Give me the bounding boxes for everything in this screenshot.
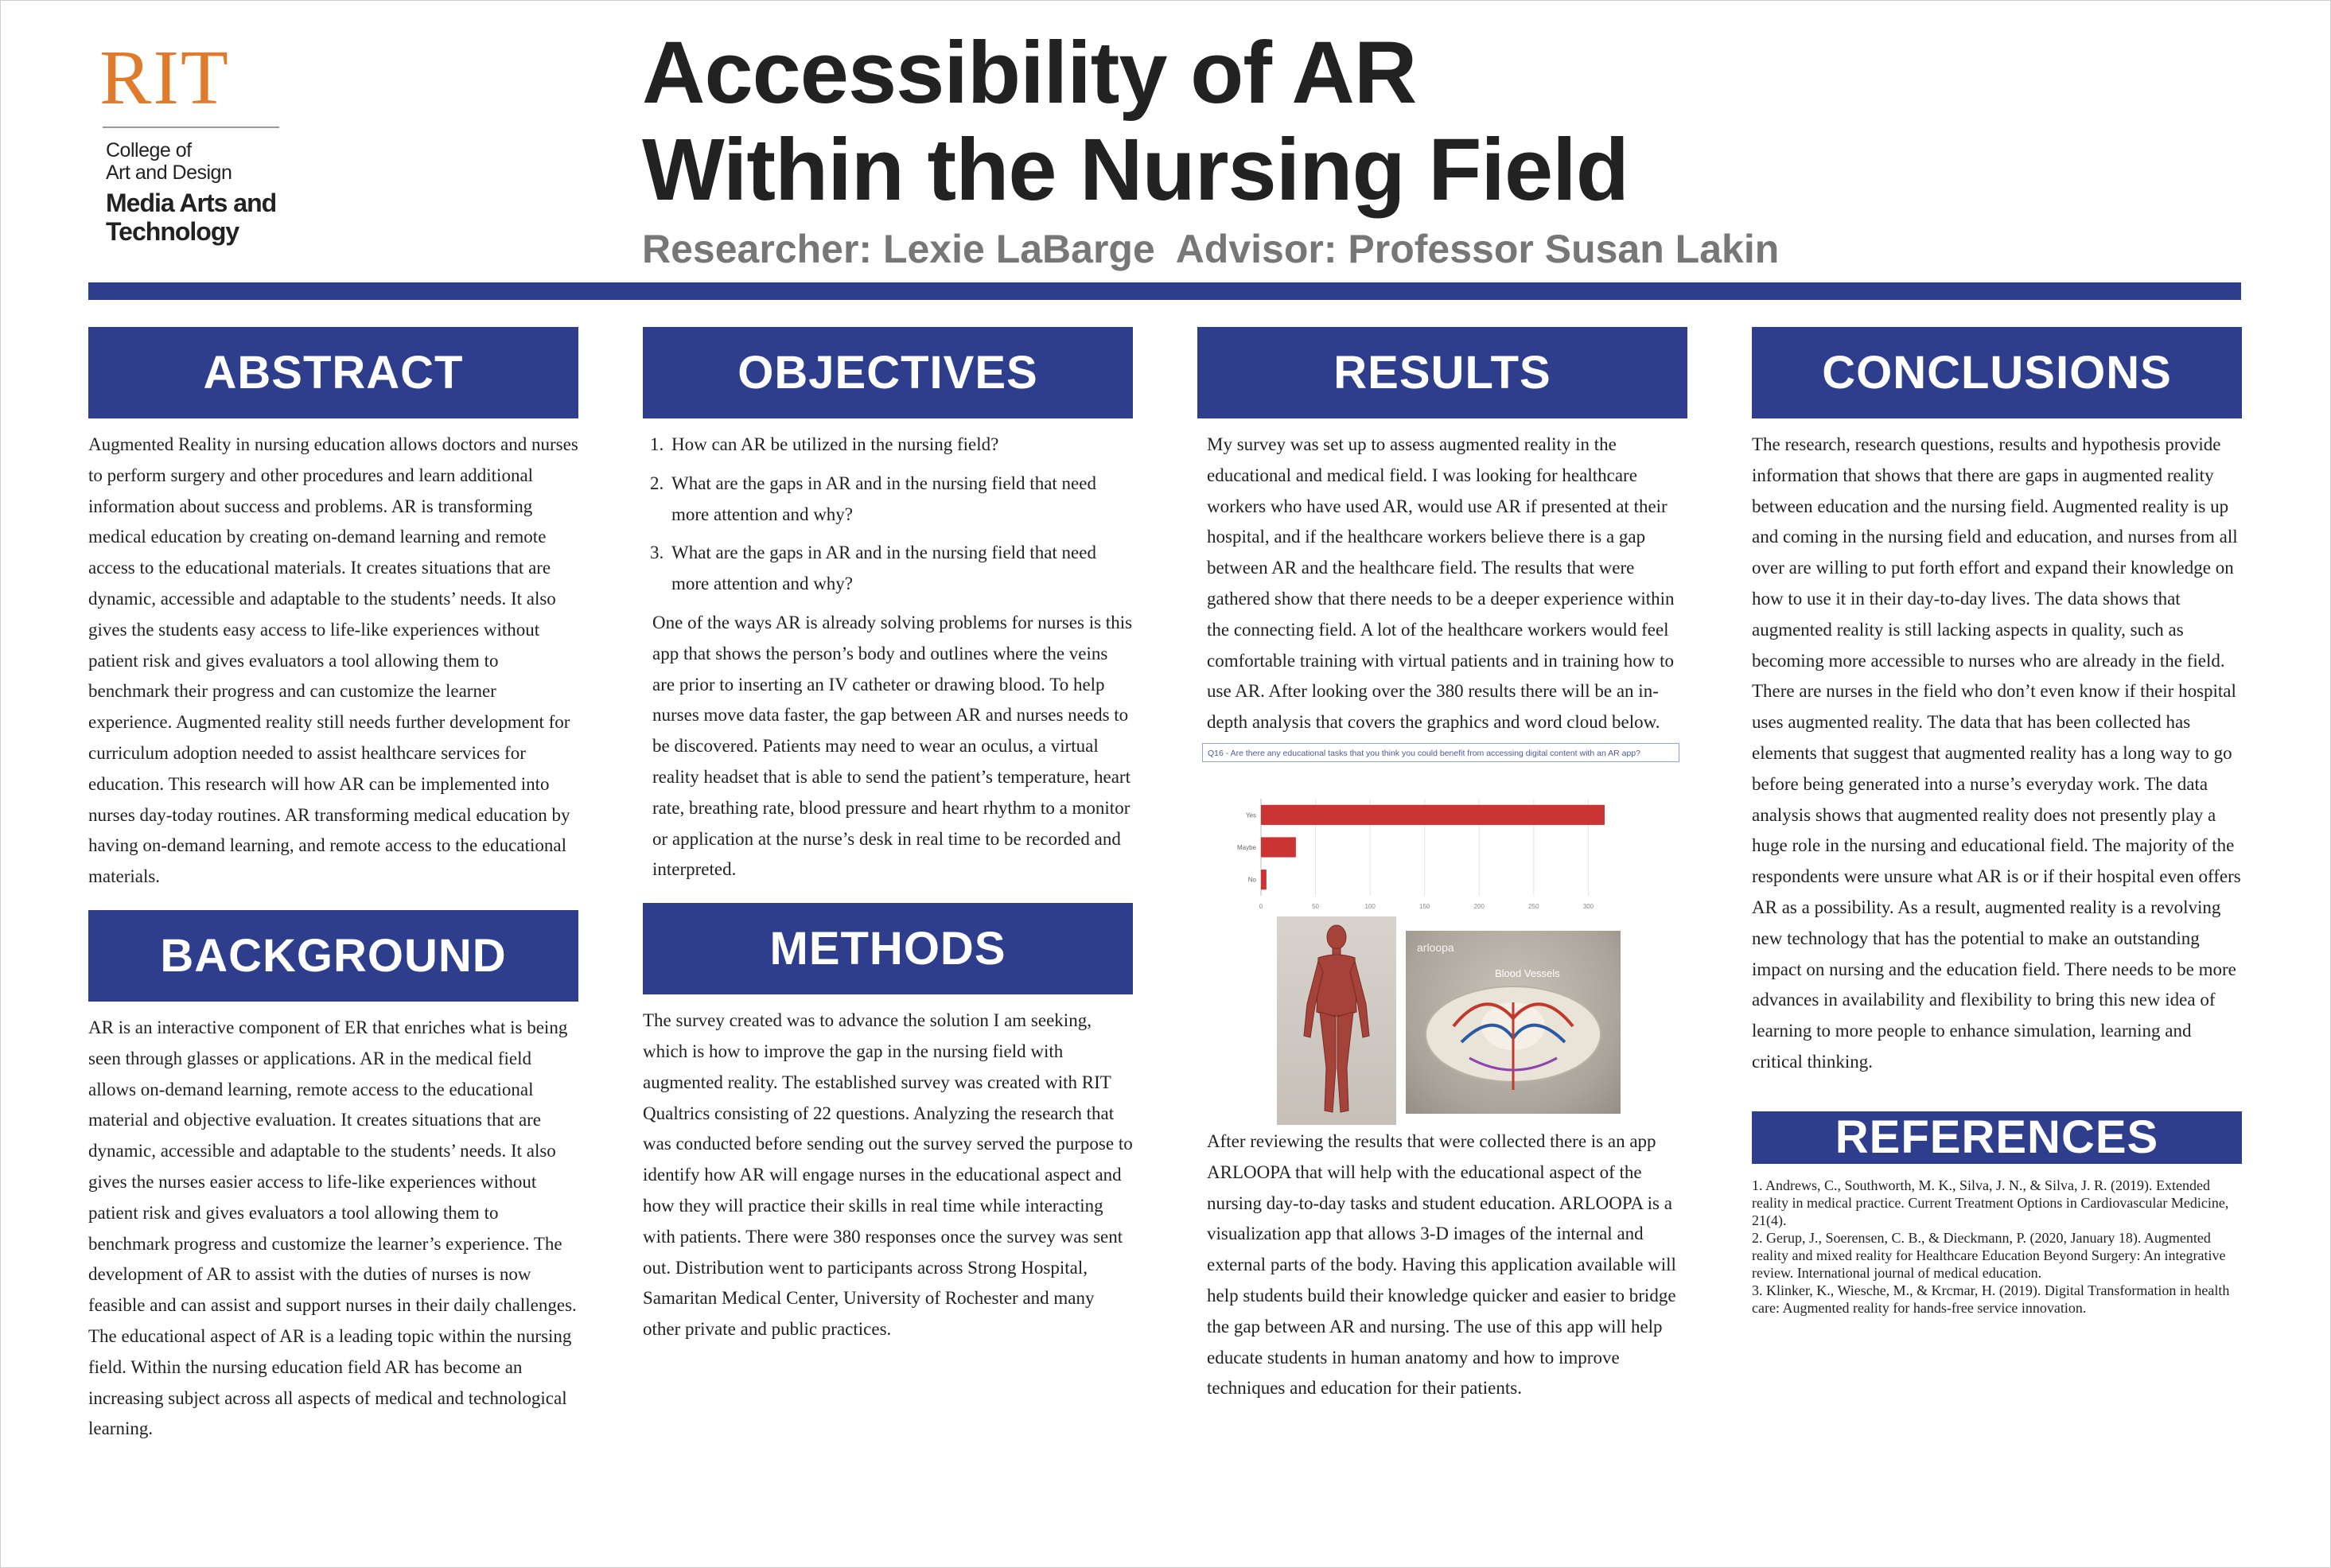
references-heading: REFERENCES	[1752, 1111, 2242, 1164]
objective-item: 3. What are the gaps in AR and in the nursing field that need more attention and why?	[668, 538, 1133, 600]
chart-x-tick-label: 50	[1312, 902, 1320, 910]
background-heading: BACKGROUND	[88, 910, 578, 1002]
chart-bar	[1261, 870, 1267, 889]
reference-item: 1. Andrews, C., Southworth, M. K., Silva, J. N., & Silva, J. R. (2019). Extended reality in medical practice. Current Treatment Options in Cardiovascular Medicine, 21(4).	[1752, 1177, 2229, 1228]
results-text: My survey was set up to assess augmented reality in the educational and medical field. I was looking for healthcare workers who have used AR, would use AR if presented at their hospital, and if the healthcare workers believe there is a gap between AR and the healthcare field. The results that were gathered show that there needs to be a deeper experience within the connecting field. A lot of the healthcare workers would feel comfortable training with virtual patients and in training how to use AR. After looking over the 380 results there will be an in-depth analysis that covers the graphics and word cloud below.	[1207, 434, 1675, 733]
results-bar-chart	[1197, 794, 1687, 913]
rit-logo	[99, 35, 290, 246]
survey-question-label: Q16 - Are there any educational tasks that you think you could benefit from accessing digital content with an AR app?	[1202, 743, 1679, 762]
objective-item: 1. How can AR be utilized in the nursing field?	[668, 430, 1133, 461]
chart-bar	[1261, 805, 1605, 825]
conclusions-text: The research, research questions, results and hypothesis provide information that shows that there are gaps in augmented reality between education and the nursing field. Augmented reality is up and coming in the nursing field and education, and nurses from all over are willing to put forth effort and expand their knowledge on how to use it in their day-to-day lives. The data shows that augmented reality is still lacking aspects in quality, such as becoming more accessible to nurses who are already in the field. There are nurses in the field who don’t even know if their hospital uses augmented reality. The data that has been collected has elements that suggest that augmented reality has a long way to go before being generated into a nurse’s everyday work. The data analysis shows that augmented reality does not presently play a huge role in the nursing and educational field. The majority of the respondents were unsure what AR is or if their hospital even offers AR as a possibility. As a result, augmented reality is a revolving new technology that has the potential to make an outstanding impact on nursing and the education field. There needs to be more advances in availability and flexibility to bring this new idea of learning to more people to enhance simulation, learning and critical thinking.	[1752, 434, 2241, 1072]
chart-x-tick-label: 0	[1259, 902, 1263, 910]
chart-x-tick-label: 300	[1582, 902, 1594, 910]
reference-item: 3. Klinker, K., Wiesche, M., & Krcmar, H. (2019). Digital Transformation in health care: Augmented reality for hands-free service innovation.	[1752, 1282, 2230, 1316]
chart-x-tick-label: 100	[1364, 902, 1376, 910]
chart-category-label: Yes	[1245, 811, 1256, 819]
poster-subtitle: Researcher: Lexie LaBarge Advisor: Professor Susan Lakin	[642, 227, 1780, 271]
anatomy-figure-image	[1277, 916, 1396, 1125]
arloopa-brand-label: arloopa	[1417, 940, 1454, 954]
abstract-text: Augmented Reality in nursing education allows doctors and nurses to perform surgery and other procedures and learn additional information about success and problems. AR is transforming medical education by creating on-demand learning and remote access to the educational materials. It creates situations that are dynamic, accessible and adaptable to the students’ needs. It also gives the students easy access to life-like experiences without patient risk and gives evaluators a tool allowing them to benchmark their progress and can customize the learner experience. Augmented reality still needs further development for curriculum adoption needed to assist healthcare services for education. This research will how AR can be implemented into nurses day-today routines. AR transforming medical education by having on-demand learning, and remote access to the educational materials.	[88, 434, 578, 887]
poster-title-line2: Within the Nursing Field	[642, 121, 1629, 219]
methods-text: The survey created was to advance the solution I am seeking, which is how to improve the gap in the nursing field with augmented reality. The established survey was created with RIT Qualtrics consisting of 22 questions. Analyzing the research that was conducted before sending out the survey served the purpose to identify how AR will engage nurses in the educational aspect and how they will practice their skills in real time while interacting with patients. There were 380 responses once the survey was sent out. Distribution went to participants across Strong Hospital, Samaritan Medical Center, University of Rochester and many other private and public practices.	[643, 1010, 1133, 1340]
conclusions-heading: CONCLUSIONS	[1752, 327, 2242, 418]
references-list	[1752, 1177, 2242, 1317]
abstract-heading: ABSTRACT	[88, 327, 578, 418]
objectives-text: One of the ways AR is already solving problems for nurses is this app that shows the person’s body and outlines where the veins are prior to inserting an IV catheter or drawing blood. To help nurses move data faster, the gap between AR and nurses needs to be discovered. Patients may need to wear an oculus, a virtual reality headset that is able to send the patient’s temperature, heart rate, breathing rate, blood pressure and heart rhythm to a monitor or application at the nurse’s desk in real time to be recorded and interpreted.	[652, 612, 1133, 880]
results-after-text: After reviewing the results that were collected there is an app ARLOOPA that will help with the educational aspect of the nursing day-to-day tasks and student education. ARLOOPA is a visualization app that allows 3-D images of the internal and external parts of the body. Having this application available will help students build their knowledge quicker and easier to bridge the gap between AR and nursing. The use of this app will help educate students in human anatomy and how to improve techniques and education for their patients.	[1207, 1130, 1676, 1399]
column-4	[1752, 327, 2242, 1317]
background-text: AR is an interactive component of ER that enriches what is being seen through glasses or applications. AR in the medical field allows on-demand learning, remote access to the educational material and objective evaluation. It creates situations that are dynamic, accessible and adaptable to the students’ needs. It also gives the nurses easier access to life-like experiences without patient risk and gives evaluators a tool allowing them to benchmark progress and customize the learner’s experience. The development of AR to assist with the duties of nurses is now feasible and can assist and support nurses in their daily challenges. The educational aspect of AR is a leading topic within the nursing field. Within the nursing education field AR has become an increasing subject across all aspects of medical and technological learning.	[88, 1017, 577, 1439]
logo-college-line1: College of	[106, 139, 192, 161]
column-2	[643, 327, 1133, 1345]
logo-college-line2: Art and Design	[106, 161, 232, 184]
results-heading: RESULTS	[1197, 327, 1687, 418]
reference-item: 2. Gerup, J., Soerensen, C. B., & Dieckmann, P. (2020, January 18). Augmented reality and mixed reality for Healthcare Education Beyond Surgery: An integrative review. International journal of medical education.	[1752, 1229, 2226, 1281]
header-divider-bar	[88, 282, 2241, 300]
logo-wordmark: RIT	[99, 35, 230, 121]
logo-program-line1: Media Arts and	[106, 189, 277, 217]
chart-bar	[1261, 837, 1296, 857]
chart-x-tick-label: 250	[1528, 902, 1539, 910]
arloopa-images	[1197, 916, 1687, 1125]
objectives-heading: OBJECTIVES	[643, 327, 1133, 418]
chart-category-label: Maybe	[1236, 843, 1256, 851]
poster-title-line1: Accessibility of AR	[642, 24, 1417, 122]
methods-heading: METHODS	[643, 903, 1133, 994]
chart-x-tick-label: 150	[1419, 902, 1430, 910]
chart-x-tick-label: 200	[1473, 902, 1485, 910]
column-3	[1197, 327, 1687, 1404]
chart-category-label: No	[1247, 876, 1256, 884]
column-1	[88, 327, 578, 1445]
logo-divider	[103, 126, 279, 128]
blood-vessels-label: Blood Vessels	[1495, 967, 1560, 979]
logo-program-line2: Technology	[106, 217, 239, 246]
objective-item: 2. What are the gaps in AR and in the nursing field that need more attention and why?	[668, 469, 1133, 531]
results-chart-svg	[1197, 794, 1687, 913]
title-block	[642, 25, 1994, 274]
blood-vessels-image	[1406, 931, 1621, 1114]
objectives-list	[643, 430, 1133, 600]
